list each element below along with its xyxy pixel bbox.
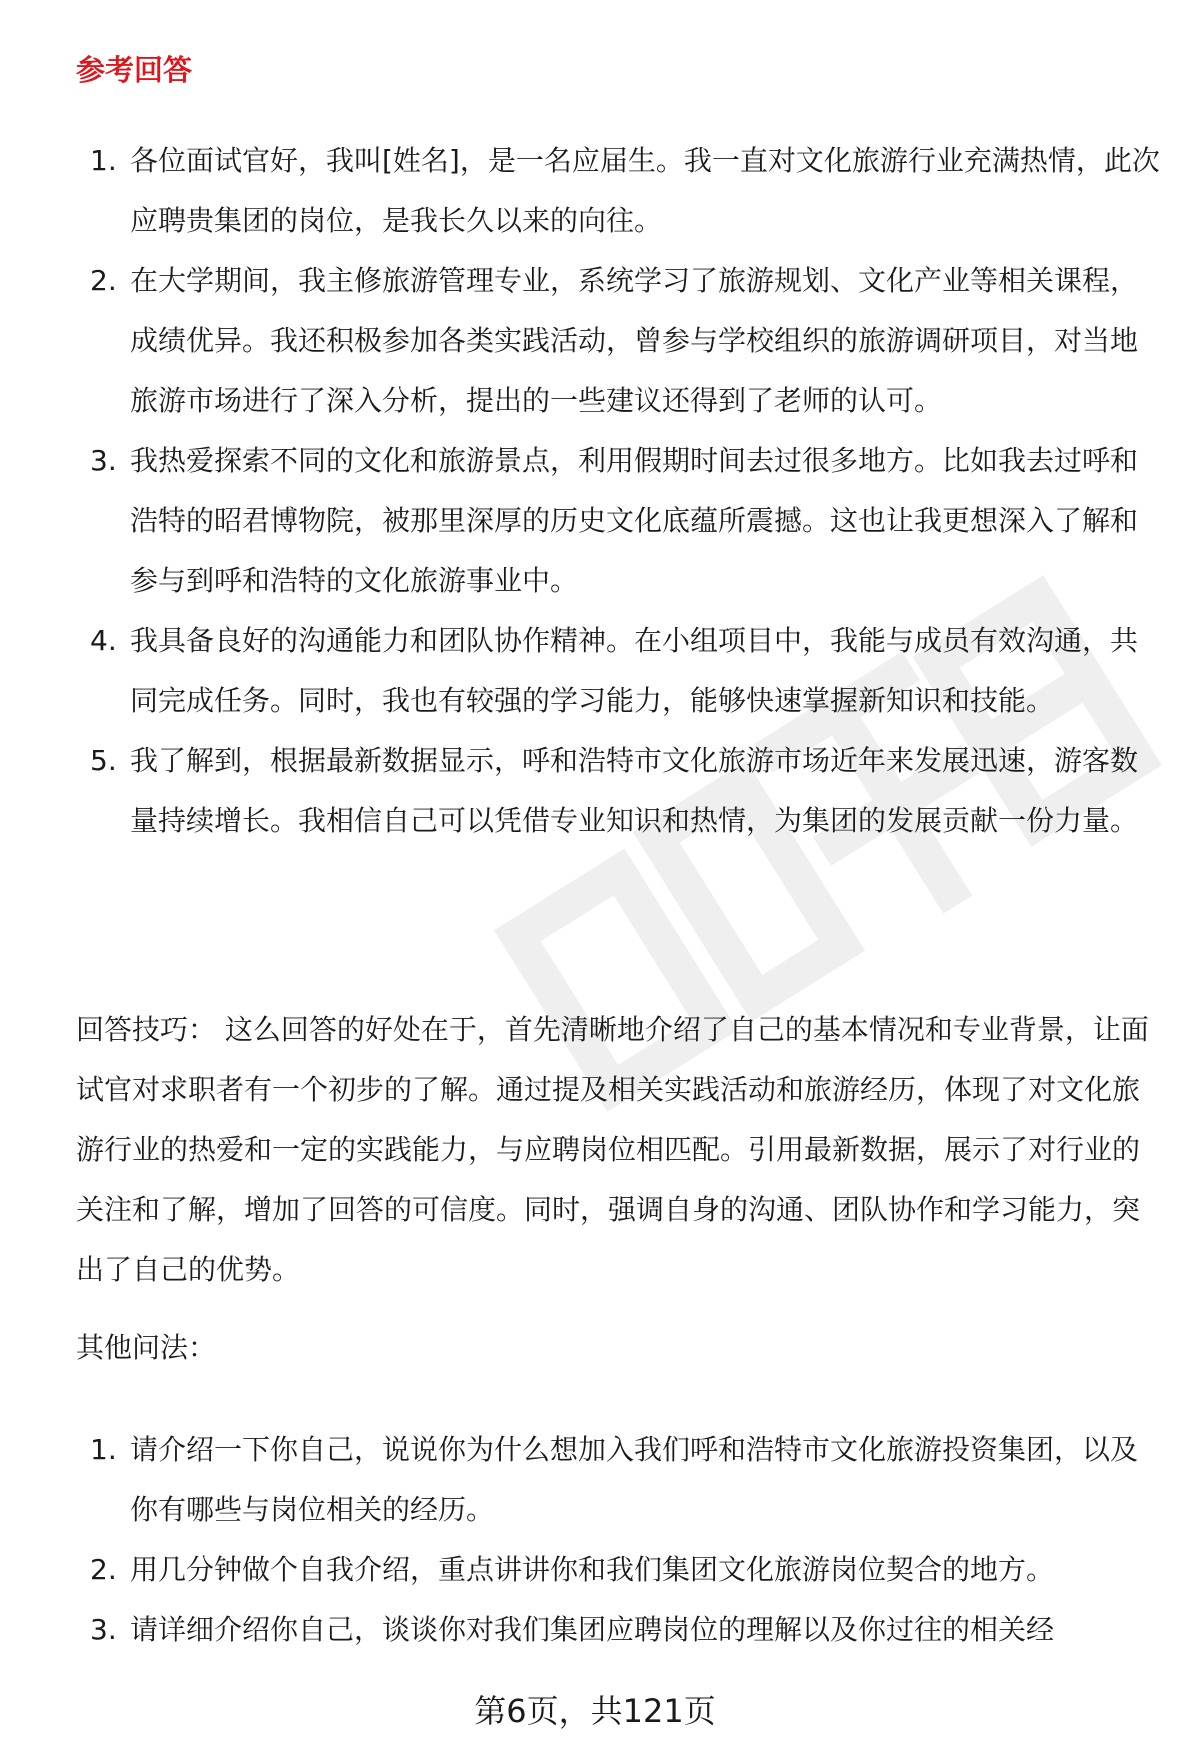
item-text: 我具备良好的沟通能力和团队协作精神。在小组项目中，我能与成员有效沟通，共同完成任务。同时，我也有较强的学习能力，能够快速掌握新知识和技能。 [130, 624, 1139, 717]
item-text: 请介绍一下你自己，说说你为什么想加入我们呼和浩特市文化旅游投资集团，以及你有哪些与岗位相关的经历。 [130, 1433, 1139, 1526]
item-text: 我了解到，根据最新数据显示，呼和浩特市文化旅游市场近年来发展迅速，游客数量持续增长。我相信自己可以凭借专业知识和热情，为集团的发展贡献一份力量。 [130, 744, 1139, 837]
list-item [0, 251, 1160, 431]
list-item [0, 431, 1160, 611]
item-text: 各位面试官好，我叫[姓名]，是一名应届生。我一直对文化旅游行业充满热情，此次应聘贵集团的岗位，是我长久以来的向往。 [130, 144, 1160, 237]
item-text: 我热爱探索不同的文化和旅游景点，利用假期时间去过很多地方。比如我去过呼和浩特的昭君博物院，被那里深厚的历史文化底蕴所震撼。这也让我更想深入了解和参与到呼和浩特的文化旅游事业中。 [130, 444, 1139, 597]
item-number: 2. [90, 264, 117, 297]
alternative-question-list [0, 1420, 1160, 1660]
item-number: 1. [90, 1433, 117, 1466]
answer-list [0, 131, 1160, 851]
other-questions-label: 其他问法： [76, 1331, 217, 1364]
list-item [0, 1600, 1160, 1660]
item-text: 请详细介绍你自己，谈谈你对我们集团应聘岗位的理解以及你过往的相关经 [130, 1613, 1055, 1646]
list-item [0, 731, 1160, 851]
item-text: 用几分钟做个自我介绍，重点讲讲你和我们集团文化旅游岗位契合的地方。 [130, 1553, 1055, 1586]
section-heading: 参考回答 [76, 53, 193, 87]
list-item [0, 1540, 1160, 1600]
item-number: 5. [90, 744, 117, 777]
list-item [0, 131, 1160, 251]
item-number: 2. [90, 1553, 117, 1586]
item-number: 1. [90, 144, 117, 177]
item-number: 3. [90, 1613, 117, 1646]
list-item [0, 611, 1160, 731]
item-number: 4. [90, 624, 117, 657]
answer-tips-paragraph: 回答技巧： 这么回答的好处在于，首先清晰地介绍了自己的基本情况和专业背景，让面试官对求职者有一个初步的了解。通过提及相关实践活动和旅游经历，体现了对文化旅游行业的热爱和一定的实践能力，与应聘岗位相匹配。引用最新数据，展示了对行业的关注和了解，增加了回答的可信度。同时，强调自身的沟通、团队协作和学习能力，突出了自己的优势。 [76, 1013, 1149, 1286]
item-number: 3. [90, 444, 117, 477]
item-text: 在大学期间，我主修旅游管理专业，系统学习了旅游规划、文化产业等相关课程，成绩优异。我还积极参加各类实践活动，曾参与学校组织的旅游调研项目，对当地旅游市场进行了深入分析，提出的一些建议还得到了老师的认可。 [130, 264, 1139, 417]
page-number-footer: 第6页，共121页 [474, 1692, 716, 1730]
list-item [0, 1420, 1160, 1540]
